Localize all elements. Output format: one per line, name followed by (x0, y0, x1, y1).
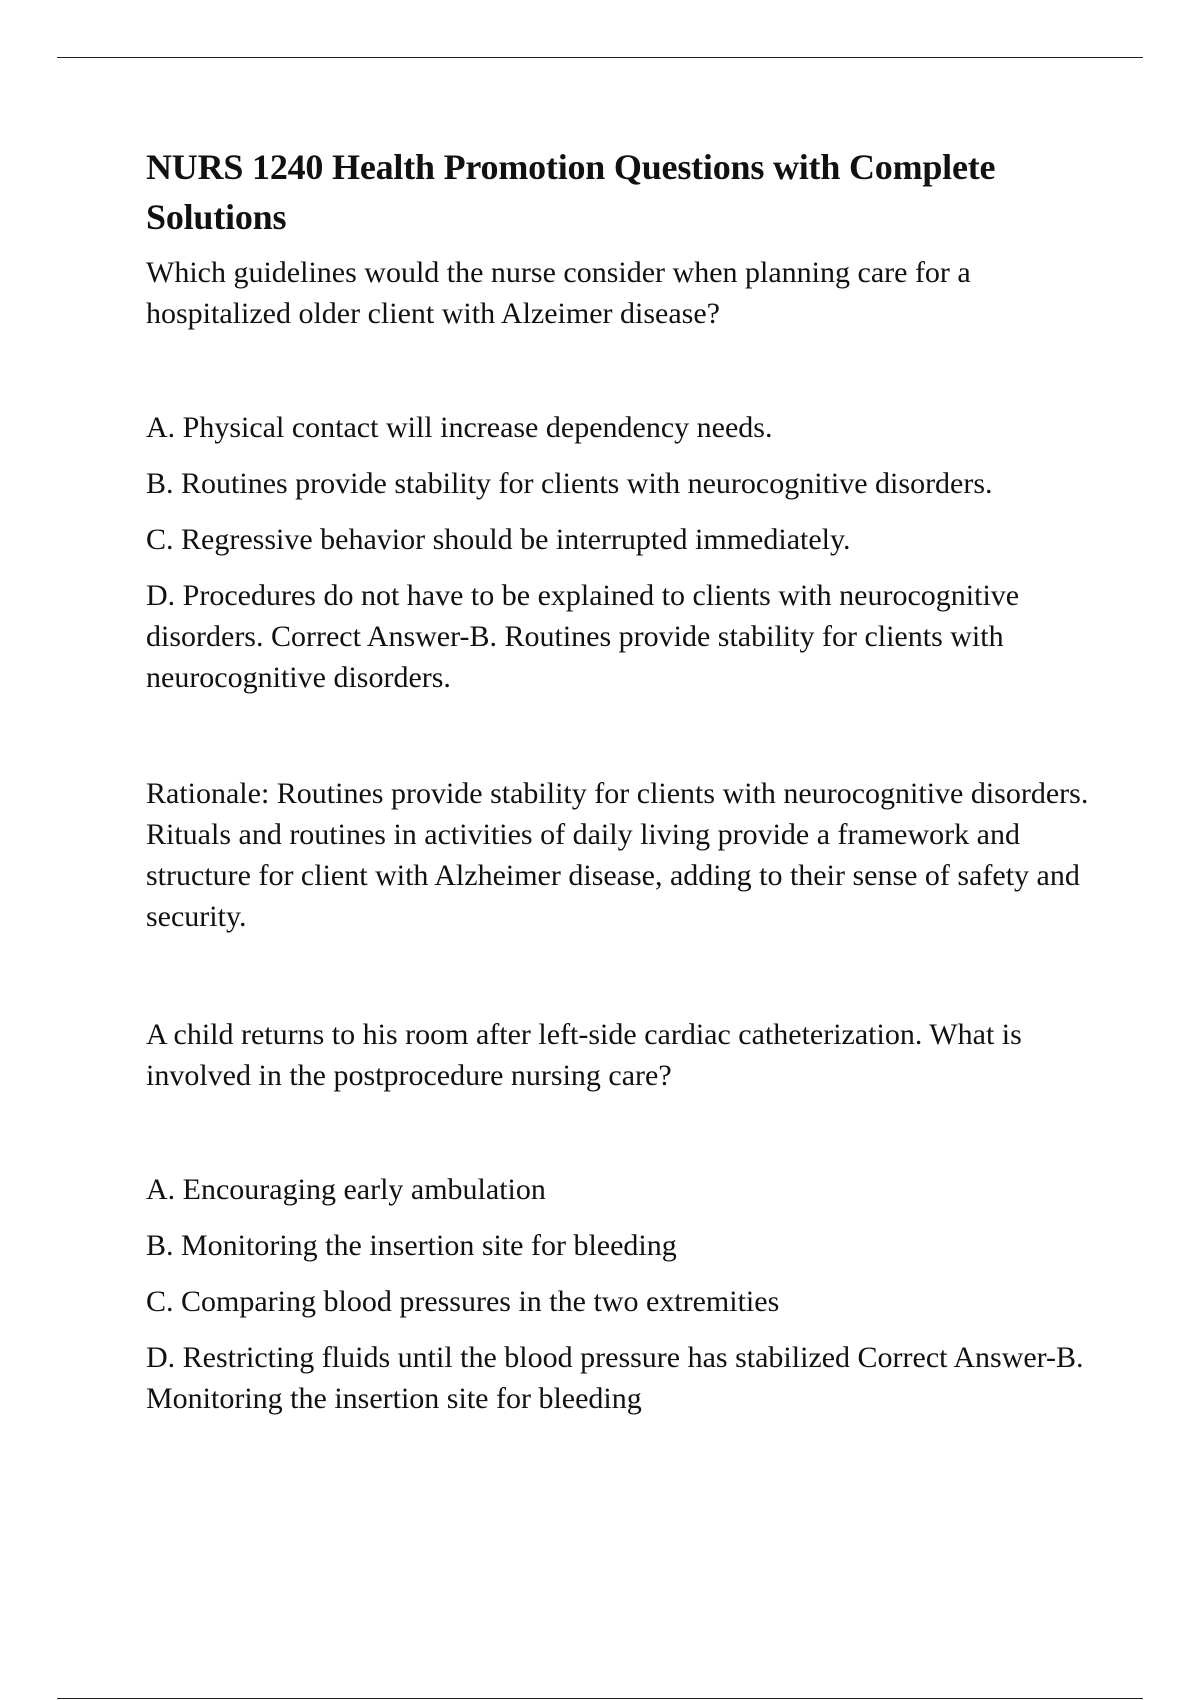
question-1-rationale: Rationale: Routines provide stability for clients with neurocognitive disorders. Rituals and routines in activities of daily living provide a framework and structure for client with Alzheimer disease, adding to their sense of safety and security. (146, 777, 1089, 933)
question-2-option-a: A. Encouraging early ambulation (146, 1173, 546, 1206)
question-1-prompt: Which guidelines would the nurse consider when planning care for a hospitalized older client with Alzeimer disease? (146, 256, 971, 330)
question-2-option-c: C. Comparing blood pressures in the two extremities (146, 1285, 780, 1318)
question-1-option-a: A. Physical contact will increase dependency needs. (146, 411, 773, 444)
document-body (146, 142, 1096, 1419)
question-2-option-b: B. Monitoring the insertion site for bleeding (146, 1229, 677, 1262)
header-divider (57, 57, 1143, 58)
question-2-option-d: D. Restricting fluids until the blood pressure has stabilized Correct Answer-B. Monitoring the insertion site for bleeding (146, 1341, 1084, 1415)
document-title: NURS 1240 Health Promotion Questions with Complete Solutions (146, 147, 996, 237)
question-1-option-d: D. Procedures do not have to be explained to clients with neurocognitive disorders. Correct Answer-B. Routines provide stability for clients with neurocognitive disorders. (146, 579, 1020, 694)
question-1-option-b: B. Routines provide stability for clients with neurocognitive disorders. (146, 467, 993, 500)
footer-divider (57, 1698, 1143, 1699)
question-1-option-c: C. Regressive behavior should be interrupted immediately. (146, 523, 851, 556)
question-2-prompt: A child returns to his room after left-side cardiac catheterization. What is involved in the postprocedure nursing care? (146, 1018, 1022, 1092)
